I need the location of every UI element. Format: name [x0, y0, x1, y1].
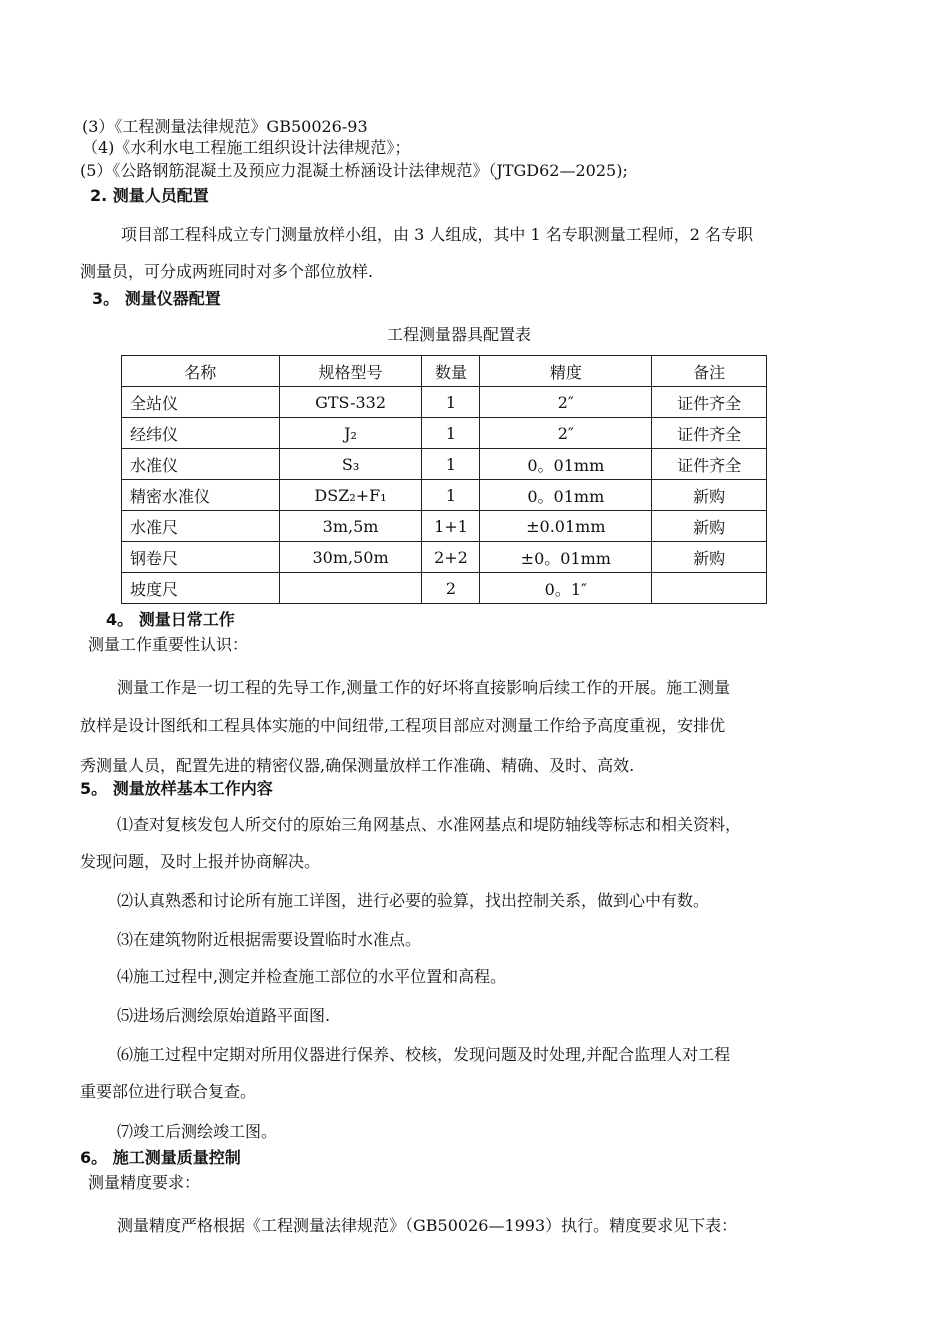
instrument-table [121, 355, 767, 604]
table-row [122, 449, 767, 480]
task-item-1-line-1: ⑴查对复核发包人所交付的原始三角网基点、水准网基点和堤防轴线等标志和相关资料， [117, 815, 742, 834]
cell-precision: 0。1″ [480, 573, 652, 604]
cell-precision: 2″ [480, 418, 652, 449]
section-heading-instruments: 3。 测量仪器配置 [92, 289, 221, 308]
reference-item-4: （4)《水利水电工程施工组织设计法律规范》； [82, 138, 411, 157]
cell-name: 精密水准仪 [122, 480, 280, 511]
cell-remark: 证件齐全 [652, 387, 767, 418]
header-remark: 备注 [652, 356, 767, 387]
cell-name: 经纬仪 [122, 418, 280, 449]
cell-name: 水准仪 [122, 449, 280, 480]
daily-work-subheading: 测量工作重要性认识： [88, 635, 249, 654]
cell-quantity: 2 [422, 573, 480, 604]
quality-subheading: 测量精度要求： [88, 1173, 201, 1192]
cell-remark [652, 573, 767, 604]
section-heading-quality-control: 6。 施工测量质量控制 [80, 1148, 241, 1167]
cell-model: 30m,50m [279, 542, 422, 573]
reference-item-5: (5）《公路钢筋混凝土及预应力混凝土桥涵设计法律规范》（JTGD62—2025); [80, 161, 628, 180]
table-row [122, 511, 767, 542]
cell-quantity: 1 [422, 387, 480, 418]
quality-paragraph: 测量精度严格根据《工程测量法律规范》（GB50026—1993）执行。精度要求见下表： [117, 1216, 738, 1235]
cell-model: J₂ [279, 418, 422, 449]
staffing-paragraph-line-1: 项目部工程科成立专门测量放样小组，由 3 人组成，其中 1 名专职测量工程师，2 名专职 [121, 225, 753, 244]
cell-remark: 新购 [652, 511, 767, 542]
cell-quantity: 2+2 [422, 542, 480, 573]
task-item-3: ⑶在建筑物附近根据需要设置临时水准点。 [117, 930, 422, 949]
cell-remark: 证件齐全 [652, 449, 767, 480]
task-item-1-line-2: 发现问题，及时上报并协商解决。 [80, 852, 321, 871]
cell-name: 全站仪 [122, 387, 280, 418]
cell-precision: ±0.01mm [480, 511, 652, 542]
task-item-4: ⑷施工过程中,测定并检查施工部位的水平位置和高程。 [117, 967, 507, 986]
task-item-6-line-2: 重要部位进行联合复查。 [80, 1082, 257, 1101]
header-quantity: 数量 [422, 356, 480, 387]
cell-quantity: 1 [422, 418, 480, 449]
cell-model: 3m,5m [279, 511, 422, 542]
table-title: 工程测量器具配置表 [387, 325, 532, 344]
cell-quantity: 1 [422, 480, 480, 511]
cell-name: 水准尺 [122, 511, 280, 542]
cell-remark: 证件齐全 [652, 418, 767, 449]
cell-precision: 0。01mm [480, 449, 652, 480]
daily-work-paragraph-line-1: 测量工作是一切工程的先导工作,测量工作的好坏将直接影响后续工作的开展。施工测量 [117, 678, 731, 697]
cell-quantity: 1 [422, 449, 480, 480]
cell-model: S₃ [279, 449, 422, 480]
task-item-7: ⑺竣工后测绘竣工图。 [117, 1122, 278, 1141]
section-heading-layout-tasks: 5。 测量放样基本工作内容 [80, 779, 273, 798]
section-heading-staffing: 2. 测量人员配置 [90, 186, 209, 205]
header-precision: 精度 [480, 356, 652, 387]
cell-model: DSZ₂+F₁ [279, 480, 422, 511]
table-row [122, 387, 767, 418]
header-model: 规格型号 [279, 356, 422, 387]
table-row [122, 480, 767, 511]
section-heading-daily-work: 4。 测量日常工作 [106, 610, 235, 629]
cell-quantity: 1+1 [422, 511, 480, 542]
task-item-6-line-1: ⑹施工过程中定期对所用仪器进行保养、校核，发现问题及时处理,并配合监理人对工程 [117, 1045, 731, 1064]
table-header-row [122, 356, 767, 387]
task-item-2: ⑵认真熟悉和讨论所有施工详图，进行必要的验算，找出控制关系，做到心中有数。 [117, 891, 710, 910]
cell-remark: 新购 [652, 542, 767, 573]
cell-precision: ±0。01mm [480, 542, 652, 573]
table-row [122, 542, 767, 573]
cell-precision: 2″ [480, 387, 652, 418]
cell-name: 钢卷尺 [122, 542, 280, 573]
cell-name: 坡度尺 [122, 573, 280, 604]
cell-precision: 0。01mm [480, 480, 652, 511]
daily-work-paragraph-line-2: 放样是设计图纸和工程具体实施的中间纽带,工程项目部应对测量工作给予高度重视，安排优 [80, 716, 726, 735]
header-name: 名称 [122, 356, 280, 387]
table-row [122, 573, 767, 604]
cell-model: GTS-332 [279, 387, 422, 418]
task-item-5: ⑸进场后测绘原始道路平面图. [117, 1006, 331, 1025]
reference-item-3: (3）《工程测量法律规范》GB50026-93 [82, 117, 368, 136]
cell-model [279, 573, 422, 604]
staffing-paragraph-line-2: 测量员，可分成两班同时对多个部位放样. [80, 262, 374, 281]
daily-work-paragraph-line-3: 秀测量人员，配置先进的精密仪器,确保测量放样工作准确、精确、及时、高效. [80, 756, 635, 775]
table-row [122, 418, 767, 449]
cell-remark: 新购 [652, 480, 767, 511]
